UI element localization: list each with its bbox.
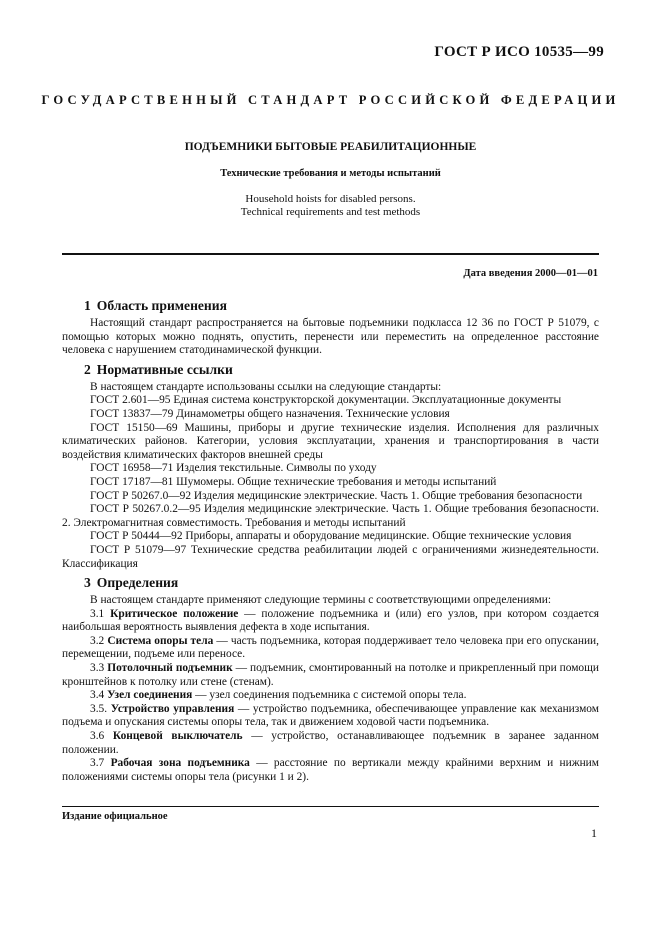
english-title-line-2: Technical requirements and test methods: [240, 205, 421, 218]
top-divider: [62, 253, 599, 255]
reference-item: ГОСТ Р 51079—97 Технические средства реабилитации людей с ограничениями жизнедеятельности. Классификация: [62, 543, 599, 570]
definition-term: Узел соединения: [107, 689, 193, 702]
definition-item: [62, 703, 599, 730]
definition-item: [62, 730, 599, 757]
definition-text: — устройство, останавливающее подъемник в заранее заданном положении.: [62, 730, 599, 756]
standard-title: ПОДЪЕМНИКИ БЫТОВЫЕ РЕАБИЛИТАЦИОННЫЕ: [184, 141, 477, 153]
definition-number: 3.2: [90, 634, 105, 647]
definition-text: — положение подъемника и (или) его узлов, при котором создается наибольшая вероятность выявления дефекта в ходе испытания.: [62, 607, 599, 634]
english-title-line-1: Household hoists for disabled persons.: [245, 193, 416, 205]
section-number: 3: [84, 575, 91, 591]
state-standard-heading: ГОСУДАРСТВЕННЫЙ СТАНДАРТ РОССИЙСКОЙ ФЕДЕРАЦИИ: [41, 93, 620, 107]
definition-number: 3.4: [90, 689, 105, 702]
definition-term: Критическое положение: [110, 607, 239, 620]
introduction-date: Дата введения 2000—01—01: [463, 268, 598, 279]
document-number: ГОСТ Р ИСО 10535—99: [434, 44, 604, 60]
definition-term: Рабочая зона подъемника: [110, 757, 250, 770]
bottom-divider: [62, 806, 599, 807]
definition-item: [62, 757, 599, 784]
reference-item: ГОСТ 16958—71 Изделия текстильные. Символы по уходу: [90, 462, 377, 475]
definition-text: — узел соединения подъемника с системой опоры тела.: [192, 689, 467, 702]
definition-number: 3.5.: [90, 702, 108, 715]
reference-item: ГОСТ 17187—81 Шумомеры. Общие технические требования и методы испытаний: [90, 475, 497, 488]
edition-label: Издание официальное: [62, 811, 168, 822]
english-title: [0, 193, 661, 218]
reference-item: ГОСТ Р 50444—92 Приборы, аппараты и оборудование медицинские. Общие технические условия: [90, 530, 572, 543]
section-2-heading: [84, 362, 599, 377]
definition-term: Концевой выключатель: [112, 730, 243, 743]
definition-number: 3.3: [90, 662, 105, 675]
section-number: 2: [84, 361, 91, 377]
definition-term: Устройство управления: [110, 702, 235, 715]
definition-number: 3.6: [90, 730, 105, 743]
reference-item: ГОСТ 2.601—95 Единая система конструкторской документации. Эксплуатационные документы: [90, 394, 562, 407]
definition-text: — устройство подъемника, обеспечивающее управление как механизмом подъема и опускания системы опоры тела, так и движением ходовой части подъемника.: [62, 702, 599, 729]
section-title: Нормативные ссылки: [96, 361, 233, 377]
reference-item: ГОСТ Р 50267.0—92 Изделия медицинские электрические. Часть 1. Общие требования безопасности: [90, 489, 583, 502]
definition-term: Система опоры тела: [107, 634, 214, 647]
definition-text: — часть подъемника, которая поддерживает тело человека при его опускании, перемещении, подъеме или переносе.: [62, 634, 599, 661]
definition-text: — расстояние по вертикали между крайними верхним и нижним положениями системы опоры тела (рисунки 1 и 2).: [62, 757, 599, 783]
definition-number: 3.7: [90, 757, 105, 770]
section-1-paragraph: Настоящий стандарт распространяется на бытовые подъемники подкласса 12 36 по ГОСТ Р 51079, с помощью которых можно поднять, опустить, перенести или переместить на определенное расстояние человека с нарушением статодинамической функции.: [62, 317, 599, 357]
document-body: [62, 294, 599, 784]
section-title: Определения: [96, 575, 179, 591]
definition-item: [62, 662, 599, 689]
section-number: 1: [84, 298, 91, 313]
definition-item: [62, 608, 599, 635]
reference-item: ГОСТ 15150—69 Машины, приборы и другие технические изделия. Исполнения для различных климатических районов. Категории, условия эксплуатации, хранения и транспортирования в части воздействия климатических факторов внешней среды: [62, 421, 599, 461]
page-number: 1: [591, 826, 597, 840]
section-1-heading: [84, 298, 599, 313]
definition-item: [62, 635, 599, 662]
section-2-intro: В настоящем стандарте использованы ссылки на следующие стандарты:: [90, 380, 442, 393]
section-3-heading: [84, 575, 599, 590]
reference-item: ГОСТ 13837—79 Динамометры общего назначения. Технические условия: [90, 407, 450, 420]
definition-text: — подъемник, смонтированный на потолке и прикрепленный при помощи кронштейнов к потолку или стене (стенам).: [62, 662, 599, 688]
standard-subtitle: Технические требования и методы испытаний: [220, 168, 441, 179]
section-3-intro: В настоящем стандарте применяют следующие термины с соответствующими определениями:: [90, 594, 552, 607]
section-title: Область применения: [96, 298, 227, 313]
definition-term: Потолочный подъемник: [107, 662, 233, 675]
definition-item: [62, 689, 599, 703]
reference-item: ГОСТ Р 50267.0.2—95 Изделия медицинские электрические. Часть 1. Общие требования безопасности. 2. Электромагнитная совместимость. Требования и методы испытаний: [62, 503, 599, 529]
definition-number: 3.1: [90, 607, 105, 620]
